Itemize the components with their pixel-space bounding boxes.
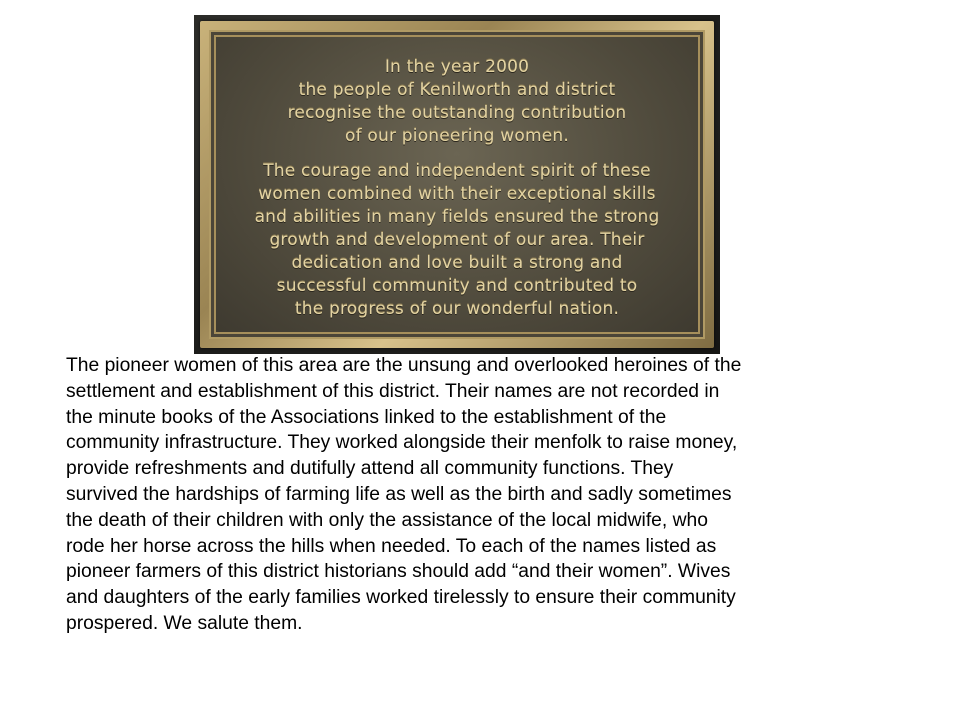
plaque-frame bbox=[200, 21, 714, 348]
caption-paragraph: The pioneer women of this area are the unsung and overlooked heroines of the settlement and establishment of this district. Their names are not recorded in the minute books of the Associations linked to the establishment of the community infrastructure. They worked alongside their menfolk to raise money, provide refreshments and dutifully attend all community functions. They survived the hardships of farming life as well as the birth and sadly sometimes the death of their children with only the assistance of the local midwife, who rode her horse across the hills when needed. To each of the names listed as pioneer farmers of this district historians should add “and their women”. Wives and daughters of the early families worked tirelessly to ensure their community prospered. We salute them. bbox=[66, 355, 742, 634]
plaque-dedication-text: In the year 2000 the people of Kenilworth and district recognise the outstanding contribution of our pioneering women. bbox=[287, 57, 627, 146]
plaque-tribute-text: The courage and independent spirit of these women combined with their exceptional skills and abilities in many fields ensured the strong growth and development of our area. Their dedication and love built a strong and successful community and contributed to the progress of our wonderful nation. bbox=[254, 161, 660, 319]
plaque-face bbox=[209, 30, 705, 339]
plaque-photo bbox=[194, 15, 720, 354]
